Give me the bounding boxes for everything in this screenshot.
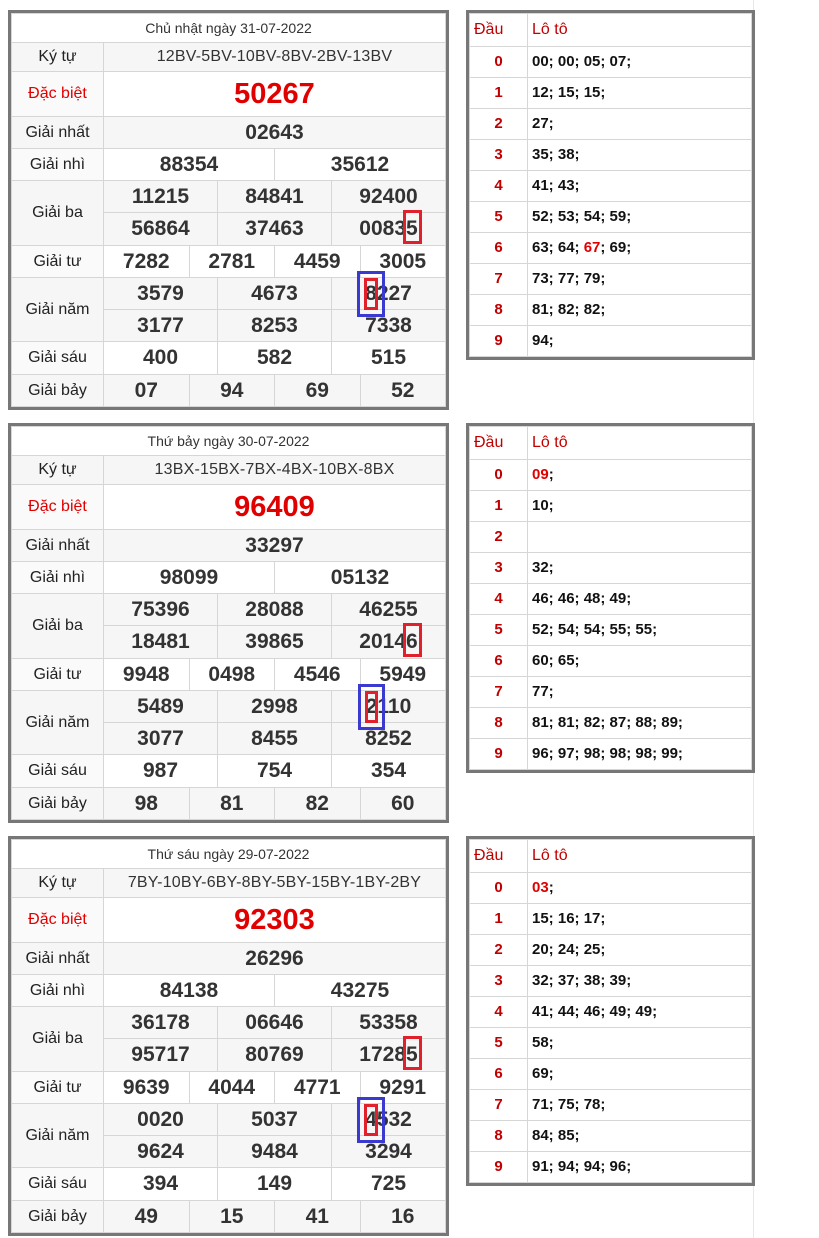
label-giai-ba: Giải ba	[12, 1007, 104, 1072]
label-ky-tu: Ký tự	[12, 456, 104, 485]
loto-table	[466, 423, 755, 773]
loto-dau: 5	[470, 614, 528, 645]
giai-ba-value: 18481	[104, 626, 218, 659]
digit-highlight-red	[364, 278, 378, 310]
loto-value: 77;	[532, 683, 554, 701]
loto-dau: 0	[470, 46, 528, 77]
loto-dau: 9	[470, 1151, 528, 1182]
loto-value: 41; 43;	[532, 177, 580, 195]
giai-tu-value: 9291	[360, 1072, 446, 1104]
label-ky-tu: Ký tự	[12, 869, 104, 898]
giai-tu-value: 5949	[360, 659, 446, 691]
giai-ba-value: 56864	[104, 213, 218, 246]
loto-value-special: 67	[583, 239, 601, 257]
loto-dau: 2	[470, 108, 528, 139]
loto-header-loto: Lô tô	[528, 14, 752, 47]
giai-nam-value-highlighted	[332, 1104, 446, 1136]
loto-values	[528, 201, 752, 232]
highlighted-number: 00835	[359, 217, 417, 241]
loto-values	[528, 1027, 752, 1058]
loto-value: 94;	[532, 332, 554, 350]
loto-dau: 9	[470, 738, 528, 769]
giai-nhat-value: 26296	[104, 943, 446, 975]
loto-values	[528, 1058, 752, 1089]
giai-ba-value: 75396	[104, 594, 218, 626]
loto-dau: 8	[470, 294, 528, 325]
giai-tu-value: 2781	[189, 246, 275, 278]
giai-ba-value: 06646	[218, 1007, 332, 1039]
giai-nam-value-highlighted	[332, 278, 446, 310]
loto-values	[528, 676, 752, 707]
digit-highlight-red	[364, 1104, 378, 1136]
ky-tu-value: 13BX-15BX-7BX-4BX-10BX-8BX	[104, 456, 446, 485]
loto-values	[528, 552, 752, 583]
highlighted-number: 20146	[359, 630, 417, 654]
giai-tu-value: 4044	[189, 1072, 275, 1104]
loto-values	[528, 583, 752, 614]
giai-tu-value: 3005	[360, 246, 446, 278]
loto-value: 27;	[532, 115, 554, 133]
label-dac-biet: Đặc biệt	[12, 72, 104, 117]
loto-value: 63; 64;	[532, 239, 584, 257]
loto-dau: 1	[470, 490, 528, 521]
giai-ba-value: 11215	[104, 181, 218, 213]
giai-ba-value: 80769	[218, 1039, 332, 1072]
label-giai-sau: Giải sáu	[12, 342, 104, 375]
label-giai-nhi: Giải nhì	[12, 562, 104, 594]
loto-value: 15; 16; 17;	[532, 910, 606, 928]
giai-nhi-value: 35612	[275, 149, 446, 181]
label-dac-biet: Đặc biệt	[12, 898, 104, 943]
label-giai-tu: Giải tư	[12, 659, 104, 691]
loto-dau: 3	[470, 965, 528, 996]
results-table	[8, 836, 449, 1236]
loto-value: 69;	[532, 1065, 554, 1083]
loto-dau: 0	[470, 872, 528, 903]
draw-date: Thứ sáu ngày 29-07-2022	[12, 840, 446, 869]
giai-nam-value: 7338	[332, 310, 446, 342]
ky-tu-value: 7BY-10BY-6BY-8BY-5BY-15BY-1BY-2BY	[104, 869, 446, 898]
giai-nam-value: 3294	[332, 1136, 446, 1168]
giai-nhi-value: 98099	[104, 562, 275, 594]
giai-sau-value: 754	[218, 755, 332, 788]
loto-values	[528, 170, 752, 201]
loto-value-special: 09	[532, 466, 549, 484]
loto-value: ; 69;	[600, 239, 632, 257]
giai-nhi-value: 84138	[104, 975, 275, 1007]
giai-bay-value: 15	[189, 1201, 275, 1233]
giai-tu-value: 0498	[189, 659, 275, 691]
giai-tu-value: 4546	[275, 659, 361, 691]
giai-tu-value: 4459	[275, 246, 361, 278]
loto-values	[528, 108, 752, 139]
giai-bay-value: 52	[360, 375, 446, 407]
loto-dau: 8	[470, 707, 528, 738]
loto-dau: 3	[470, 552, 528, 583]
label-giai-nam: Giải năm	[12, 278, 104, 342]
giai-bay-value: 60	[360, 788, 446, 820]
loto-dau: 7	[470, 263, 528, 294]
giai-nam-value: 4673	[218, 278, 332, 310]
giai-nam-value-highlighted	[332, 691, 446, 723]
label-giai-nhat: Giải nhất	[12, 117, 104, 149]
loto-value: 96; 97; 98; 98; 98; 99;	[532, 745, 683, 763]
giai-nam-value: 9484	[218, 1136, 332, 1168]
loto-values	[528, 1089, 752, 1120]
highlighted-number: 17285	[359, 1043, 417, 1067]
draw-block-2	[8, 423, 768, 822]
loto-value: 81; 81; 82; 87; 88; 89;	[532, 714, 683, 732]
draw-date: Chủ nhật ngày 31-07-2022	[12, 14, 446, 43]
giai-nam-value: 9624	[104, 1136, 218, 1168]
loto-values	[528, 325, 752, 356]
results-table	[8, 10, 449, 410]
label-ky-tu: Ký tự	[12, 43, 104, 72]
loto-value: 52; 54; 54; 55; 55;	[532, 621, 658, 639]
giai-nam-value: 3579	[104, 278, 218, 310]
giai-ba-value-highlighted	[332, 1039, 446, 1072]
digit-highlight-red	[403, 1036, 423, 1070]
giai-nam-value: 0020	[104, 1104, 218, 1136]
loto-values	[528, 459, 752, 490]
loto-values	[528, 490, 752, 521]
giai-nhat-value: 02643	[104, 117, 446, 149]
giai-nam-value: 5037	[218, 1104, 332, 1136]
loto-header-dau: Đầu	[470, 14, 528, 47]
label-giai-nhi: Giải nhì	[12, 149, 104, 181]
giai-nam-value: 3177	[104, 310, 218, 342]
dac-biet-value: 96409	[104, 485, 446, 530]
label-giai-nhi: Giải nhì	[12, 975, 104, 1007]
giai-nam-value: 8253	[218, 310, 332, 342]
giai-ba-value-highlighted	[332, 213, 446, 246]
dac-biet-value: 92303	[104, 898, 446, 943]
label-giai-nhat: Giải nhất	[12, 530, 104, 562]
loto-dau: 7	[470, 1089, 528, 1120]
giai-sau-value: 400	[104, 342, 218, 375]
draw-date: Thứ bảy ngày 30-07-2022	[12, 427, 446, 456]
loto-value: 58;	[532, 1034, 554, 1052]
loto-value: ;	[548, 879, 554, 897]
giai-sau-value: 354	[332, 755, 446, 788]
dac-biet-value: 50267	[104, 72, 446, 117]
label-giai-ba: Giải ba	[12, 594, 104, 659]
loto-header-loto: Lô tô	[528, 427, 752, 460]
loto-value: 81; 82; 82;	[532, 301, 606, 319]
draw-block-3	[8, 836, 768, 1235]
loto-value: 60; 65;	[532, 652, 580, 670]
label-giai-tu: Giải tư	[12, 1072, 104, 1104]
loto-dau: 5	[470, 201, 528, 232]
loto-value: 10;	[532, 497, 554, 515]
label-giai-sau: Giải sáu	[12, 755, 104, 788]
loto-dau: 4	[470, 996, 528, 1027]
loto-values	[528, 965, 752, 996]
loto-value-special: 03	[532, 879, 549, 897]
giai-tu-value: 9948	[104, 659, 190, 691]
loto-table	[466, 836, 755, 1186]
giai-ba-value: 53358	[332, 1007, 446, 1039]
loto-value: 91; 94; 94; 96;	[532, 1158, 632, 1176]
loto-value: 12; 15; 15;	[532, 84, 606, 102]
loto-value: 71; 75; 78;	[532, 1096, 606, 1114]
giai-nam-value: 8455	[218, 723, 332, 755]
loto-header-dau: Đầu	[470, 840, 528, 873]
loto-dau: 6	[470, 232, 528, 263]
loto-value: 32;	[532, 559, 554, 577]
giai-sau-value: 394	[104, 1168, 218, 1201]
loto-value: 73; 77; 79;	[532, 270, 606, 288]
loto-value: 20; 24; 25;	[532, 941, 606, 959]
label-giai-tu: Giải tư	[12, 246, 104, 278]
highlighted-number: 2110	[366, 695, 412, 719]
giai-sau-value: 987	[104, 755, 218, 788]
loto-value: 41; 44; 46; 49; 49;	[532, 1003, 658, 1021]
loto-dau: 2	[470, 934, 528, 965]
loto-value: 84; 85;	[532, 1127, 580, 1145]
loto-values	[528, 1120, 752, 1151]
label-giai-nhat: Giải nhất	[12, 943, 104, 975]
loto-values	[528, 645, 752, 676]
digit-highlight-blue	[357, 1097, 385, 1143]
giai-ba-value: 28088	[218, 594, 332, 626]
giai-nam-value: 8252	[332, 723, 446, 755]
loto-table	[466, 10, 755, 360]
giai-nhi-value: 88354	[104, 149, 275, 181]
giai-nam-value: 2998	[218, 691, 332, 723]
label-dac-biet: Đặc biệt	[12, 485, 104, 530]
giai-nam-value: 5489	[104, 691, 218, 723]
giai-bay-value: 69	[275, 375, 361, 407]
giai-bay-value: 07	[104, 375, 190, 407]
giai-bay-value: 16	[360, 1201, 446, 1233]
giai-ba-value: 92400	[332, 181, 446, 213]
loto-dau: 4	[470, 170, 528, 201]
loto-dau: 0	[470, 459, 528, 490]
giai-ba-value-highlighted	[332, 626, 446, 659]
loto-values	[528, 232, 752, 263]
giai-tu-value: 7282	[104, 246, 190, 278]
label-giai-nam: Giải năm	[12, 691, 104, 755]
results-table	[8, 423, 449, 823]
loto-dau: 2	[470, 521, 528, 552]
loto-values	[528, 77, 752, 108]
giai-bay-value: 94	[189, 375, 275, 407]
loto-dau: 5	[470, 1027, 528, 1058]
giai-ba-value: 37463	[218, 213, 332, 246]
loto-values	[528, 139, 752, 170]
digit-highlight-red	[403, 210, 423, 244]
loto-header-dau: Đầu	[470, 427, 528, 460]
giai-sau-value: 149	[218, 1168, 332, 1201]
label-giai-bay: Giải bảy	[12, 788, 104, 820]
loto-dau: 4	[470, 583, 528, 614]
giai-bay-value: 49	[104, 1201, 190, 1233]
label-giai-bay: Giải bảy	[12, 375, 104, 407]
giai-sau-value: 725	[332, 1168, 446, 1201]
giai-bay-value: 41	[275, 1201, 361, 1233]
loto-values	[528, 46, 752, 77]
loto-dau: 9	[470, 325, 528, 356]
giai-nhi-value: 05132	[275, 562, 446, 594]
loto-dau: 1	[470, 77, 528, 108]
giai-ba-value: 39865	[218, 626, 332, 659]
highlighted-number: 4532	[365, 1108, 412, 1132]
label-giai-nam: Giải năm	[12, 1104, 104, 1168]
giai-ba-value: 46255	[332, 594, 446, 626]
loto-values	[528, 903, 752, 934]
loto-value: 35; 38;	[532, 146, 580, 164]
loto-value: 32; 37; 38; 39;	[532, 972, 632, 990]
giai-nam-value: 3077	[104, 723, 218, 755]
digit-highlight-blue	[358, 684, 386, 730]
loto-values	[528, 521, 752, 552]
loto-values	[528, 872, 752, 903]
loto-values	[528, 996, 752, 1027]
label-giai-sau: Giải sáu	[12, 1168, 104, 1201]
loto-values	[528, 1151, 752, 1182]
label-giai-bay: Giải bảy	[12, 1201, 104, 1233]
digit-highlight-blue	[357, 271, 385, 317]
loto-values	[528, 294, 752, 325]
giai-sau-value: 515	[332, 342, 446, 375]
digit-highlight-red	[365, 691, 379, 723]
giai-tu-value: 9639	[104, 1072, 190, 1104]
loto-dau: 3	[470, 139, 528, 170]
loto-values	[528, 738, 752, 769]
giai-bay-value: 98	[104, 788, 190, 820]
loto-header-loto: Lô tô	[528, 840, 752, 873]
loto-dau: 6	[470, 645, 528, 676]
giai-ba-value: 95717	[104, 1039, 218, 1072]
highlighted-number: 8227	[365, 282, 412, 306]
giai-bay-value: 82	[275, 788, 361, 820]
giai-nhi-value: 43275	[275, 975, 446, 1007]
giai-nhat-value: 33297	[104, 530, 446, 562]
loto-values	[528, 614, 752, 645]
loto-dau: 7	[470, 676, 528, 707]
loto-dau: 8	[470, 1120, 528, 1151]
digit-highlight-red	[403, 623, 423, 657]
loto-values	[528, 263, 752, 294]
ky-tu-value: 12BV-5BV-10BV-8BV-2BV-13BV	[104, 43, 446, 72]
loto-dau: 1	[470, 903, 528, 934]
loto-value: ;	[548, 466, 554, 484]
loto-values	[528, 934, 752, 965]
loto-value: 00; 00; 05; 07;	[532, 53, 632, 71]
giai-bay-value: 81	[189, 788, 275, 820]
label-giai-ba: Giải ba	[12, 181, 104, 246]
loto-values	[528, 707, 752, 738]
giai-tu-value: 4771	[275, 1072, 361, 1104]
draw-block-1	[8, 10, 768, 409]
giai-ba-value: 84841	[218, 181, 332, 213]
loto-value: 52; 53; 54; 59;	[532, 208, 632, 226]
loto-value: 46; 46; 48; 49;	[532, 590, 632, 608]
giai-ba-value: 36178	[104, 1007, 218, 1039]
giai-sau-value: 582	[218, 342, 332, 375]
loto-dau: 6	[470, 1058, 528, 1089]
